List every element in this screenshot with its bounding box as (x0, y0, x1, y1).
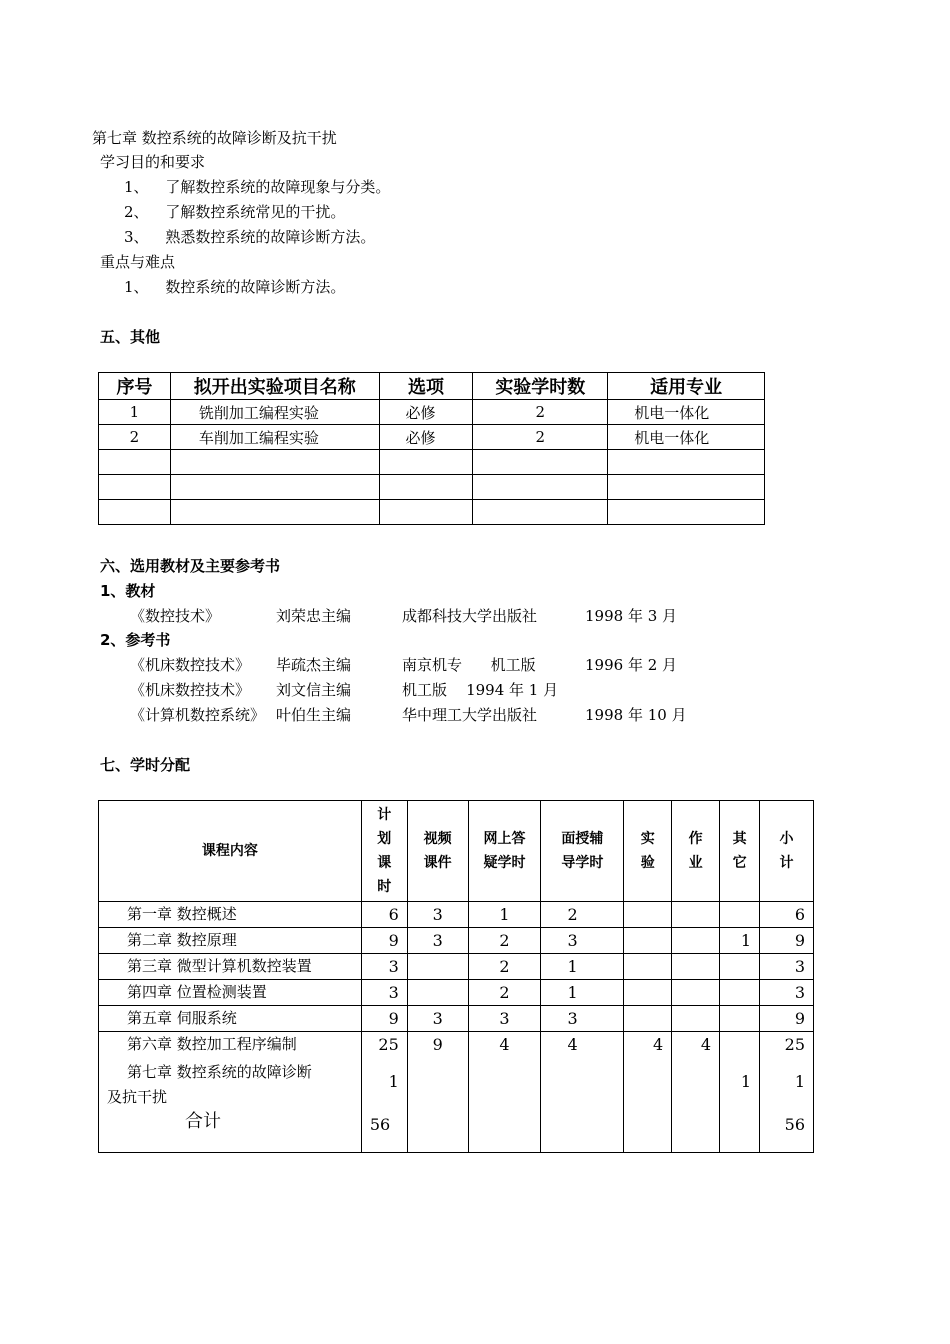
column-header: 计划课时 (361, 801, 407, 902)
cell-online: 2 (468, 928, 541, 954)
cell-subtotal: 3 (760, 954, 814, 980)
cell-content: 第五章 伺服系统 (99, 1006, 362, 1032)
cell-lab (624, 980, 672, 1006)
cell-homework (672, 954, 720, 980)
column-header: 视频 课件 (407, 801, 468, 902)
table-row (99, 954, 814, 980)
cell-empty (170, 500, 379, 525)
cell-content-merged: 第六章 数控加工程序编制 第七章 数控系统的故障诊断 及抗干扰 合计 (99, 1032, 362, 1153)
cell-subtotal: 9 (760, 928, 814, 954)
goal-number: 1、 (124, 178, 149, 196)
table-header-row (99, 373, 765, 400)
book-title: 《数控技术》 (130, 607, 221, 625)
cell-empty (473, 475, 608, 500)
cell-lab (624, 1006, 672, 1032)
cell-empty (473, 450, 608, 475)
cell-other (720, 1006, 760, 1032)
column-header: 作业 (672, 801, 720, 902)
goal-text: 了解数控系统的故障现象与分类。 (165, 178, 391, 196)
cell-content: 第一章 数控概述 (99, 902, 362, 928)
book-date: 1998 年 10 月 (585, 706, 687, 724)
key-points-heading: 重点与难点 (100, 253, 176, 271)
cell-content: 第二章 数控原理 (99, 928, 362, 954)
cell-video-merged: 9 (407, 1032, 468, 1153)
cell-option: 必修 (379, 400, 473, 425)
cell-online: 2 (468, 980, 541, 1006)
table-row (99, 1006, 814, 1032)
goal-number: 3、 (124, 228, 149, 246)
cell-hours: 2 (473, 400, 608, 425)
cell-other (720, 954, 760, 980)
book-date: 1998 年 3 月 (585, 607, 678, 625)
key-point-number: 1、 (124, 278, 149, 296)
table-row (99, 475, 765, 500)
cell-empty (99, 475, 171, 500)
cell-other: 1 (720, 928, 760, 954)
book-publisher: 南京机专 机工版 (402, 656, 536, 674)
book-title: 《机床数控技术》 (130, 681, 251, 699)
cell-empty (608, 450, 765, 475)
cell-lab-merged: 4 (624, 1032, 672, 1153)
cell-subtotal: 6 (760, 902, 814, 928)
table-row (99, 500, 765, 525)
column-header: 其它 (720, 801, 760, 902)
table-row (99, 400, 765, 425)
column-header: 实验 (624, 801, 672, 902)
table-row-merged (99, 1032, 814, 1153)
goal-text: 熟悉数控系统的故障诊断方法。 (165, 228, 376, 246)
cell-tutor: 1 (541, 980, 624, 1006)
cell-video (407, 954, 468, 980)
cell-homework-merged: 4 (672, 1032, 720, 1153)
cell-major: 机电一体化 (608, 425, 765, 450)
cell-plan: 9 (361, 928, 407, 954)
cell-lab (624, 954, 672, 980)
cell-name: 铣削加工编程实验 (170, 400, 379, 425)
book-author: 刘文信主编 (276, 681, 352, 699)
textbook-heading: 1、教材 (100, 582, 156, 600)
cell-plan: 3 (361, 954, 407, 980)
table-header-row (99, 801, 814, 902)
book-publisher: 华中理工大学出版社 (402, 706, 538, 724)
cell-content: 第三章 微型计算机数控装置 (99, 954, 362, 980)
column-header: 网上答 疑学时 (468, 801, 541, 902)
column-header: 序号 (99, 373, 171, 400)
cell-empty (99, 450, 171, 475)
section-heading-books: 六、选用教材及主要参考书 (100, 557, 281, 575)
cell-seq: 2 (99, 425, 171, 450)
cell-tutor: 3 (541, 928, 624, 954)
cell-online: 2 (468, 954, 541, 980)
cell-lab (624, 928, 672, 954)
key-point-text: 数控系统的故障诊断方法。 (165, 278, 346, 296)
cell-homework (672, 928, 720, 954)
cell-tutor: 3 (541, 1006, 624, 1032)
column-header: 适用专业 (608, 373, 765, 400)
book-publisher: 成都科技大学出版社 (402, 607, 538, 625)
goal-item (124, 227, 375, 247)
column-header: 小计 (760, 801, 814, 902)
cell-tutor: 2 (541, 902, 624, 928)
goal-text: 了解数控系统常见的干扰。 (165, 203, 346, 221)
cell-empty (473, 500, 608, 525)
table-row (99, 425, 765, 450)
experiment-table (98, 372, 765, 525)
goal-item (124, 177, 390, 197)
cell-homework (672, 1006, 720, 1032)
cell-empty (170, 450, 379, 475)
cell-empty (99, 500, 171, 525)
hours-table (98, 800, 814, 1153)
column-header: 拟开出实验项目名称 (170, 373, 379, 400)
cell-subtotal-merged: 25 1 56 (760, 1032, 814, 1153)
total-label: 合计 (185, 1111, 221, 1132)
cell-tutor: 1 (541, 954, 624, 980)
refs-heading: 2、参考书 (100, 631, 171, 649)
cell-empty (379, 450, 473, 475)
cell-hours: 2 (473, 425, 608, 450)
cell-option: 必修 (379, 425, 473, 450)
cell-other (720, 980, 760, 1006)
cell-online-merged: 4 (468, 1032, 541, 1153)
goal-number: 2、 (124, 203, 149, 221)
cell-video: 3 (407, 902, 468, 928)
cell-lab (624, 902, 672, 928)
cell-video (407, 980, 468, 1006)
cell-tutor-merged: 4 (541, 1032, 624, 1153)
column-header: 选项 (379, 373, 473, 400)
book-date: 1996 年 2 月 (585, 656, 678, 674)
cell-other (720, 902, 760, 928)
column-header: 面授辅 导学时 (541, 801, 624, 902)
cell-empty (379, 500, 473, 525)
cell-empty (608, 500, 765, 525)
cell-name: 车削加工编程实验 (170, 425, 379, 450)
cell-content: 第四章 位置检测装置 (99, 980, 362, 1006)
cell-plan-merged: 25 1 56 (361, 1032, 407, 1153)
cell-plan: 9 (361, 1006, 407, 1032)
cell-homework (672, 980, 720, 1006)
book-title: 《机床数控技术》 (130, 656, 251, 674)
goals-heading: 学习目的和要求 (100, 153, 206, 171)
cell-video: 3 (407, 1006, 468, 1032)
cell-video: 3 (407, 928, 468, 954)
column-header: 课程内容 (99, 801, 362, 902)
cell-empty (170, 475, 379, 500)
table-row (99, 980, 814, 1006)
cell-plan: 3 (361, 980, 407, 1006)
key-point-item (124, 277, 345, 297)
book-author: 叶伯生主编 (276, 706, 352, 724)
cell-online: 3 (468, 1006, 541, 1032)
book-author: 刘荣忠主编 (276, 607, 352, 625)
goal-item (124, 202, 345, 222)
table-row (99, 902, 814, 928)
section-heading-hours: 七、学时分配 (100, 756, 191, 774)
cell-other-merged: 1 (720, 1032, 760, 1153)
table-row (99, 450, 765, 475)
cell-subtotal: 3 (760, 980, 814, 1006)
column-header: 实验学时数 (473, 373, 608, 400)
cell-subtotal: 9 (760, 1006, 814, 1032)
table-row (99, 928, 814, 954)
chapter-title: 第七章 数控系统的故障诊断及抗干扰 (92, 129, 337, 147)
book-title: 《计算机数控系统》 (130, 706, 266, 724)
cell-online: 1 (468, 902, 541, 928)
cell-seq: 1 (99, 400, 171, 425)
cell-homework (672, 902, 720, 928)
cell-plan: 6 (361, 902, 407, 928)
cell-major: 机电一体化 (608, 400, 765, 425)
cell-empty (379, 475, 473, 500)
book-publisher: 机工版 1994 年 1 月 (402, 681, 559, 699)
cell-empty (608, 475, 765, 500)
section-heading-other: 五、其他 (100, 328, 161, 346)
book-author: 毕疏杰主编 (276, 656, 352, 674)
